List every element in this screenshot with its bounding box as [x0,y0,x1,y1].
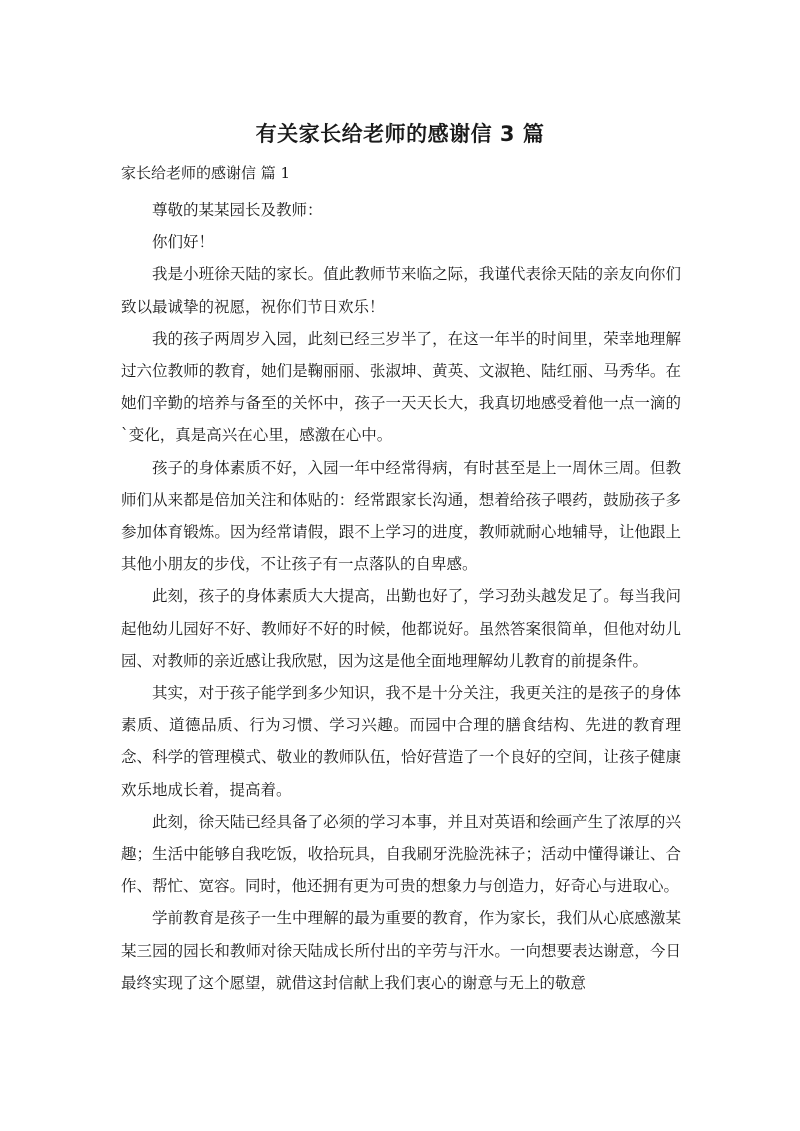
paragraph: 此刻，徐天陆已经具备了必须的学习本事，并且对英语和绘画产生了浓厚的兴趣；生活中能够自我吃饭，收拾玩具，自我刷牙洗脸洗袜子；活动中懂得谦让、合作、帮忙、宽容。同时，他还拥有更为可贵的想象力与创造力，好奇心与进取心。 [121,812,681,896]
greeting: 你们好！ [152,233,215,252]
paragraph: 此刻，孩子的身体素质大大提高，出勤也好了，学习劲头越发足了。每当我问起他幼儿园好不好、教师好不好的时候，他都说好。虽然答案很简单，但他对幼儿园、对教师的亲近感让我欣慰，因为这是他全面地理解幼儿教育的前提条件。 [121,587,681,670]
salutation: 尊敬的某某园长及教师： [152,201,323,219]
paragraph: 学前教育是孩子一生中理解的最为重要的教育，作为家长，我们从心底感激某某三园的园长和教师对徐天陆成长所付出的辛劳与汗水。一向想要表达谢意，今日最终实现了这个愿望，就借这封信献上我们衷心的谢意与无上的敬意 [121,909,681,992]
letter-body [121,194,681,999]
paragraph: 其实，对于孩子能学到多少知识，我不是十分关注，我更关注的是孩子的身体素质、道德品质、行为习惯、学习兴趣。而园中合理的膳食结构、先进的教育理念、科学的管理模式、敬业的教师队伍，恰好营造了一个良好的空间，让孩子健康欢乐地成长着，提高着。 [121,684,681,799]
paragraph: 孩子的身体素质不好，入园一年中经常得病，有时甚至是上一周休三周。但教师们从来都是倍加关注和体贴的：经常跟家长沟通，想着给孩子喂药，鼓励孩子多参加体育锻炼。因为经常请假，跟不上学习的进度，教师就耐心地辅导，让他跟上其他小朋友的步伐，不让孩子有一点落队的自卑感。 [121,458,681,574]
paragraph: 我的孩子两周岁入园，此刻已经三岁半了，在这一年半的时间里，荣幸地理解过六位教师的教育，她们是鞠丽丽、张淑坤、黄英、文淑艳、陆红丽、马秀华。在她们辛勤的培养与备至的关怀中，孩子一天天长大，我真切地感受着他一点一滴的`变化，真是高兴在心里，感激在心中。 [121,329,681,445]
paragraph: 我是小班徐天陆的家长。值此教师节来临之际，我谨代表徐天陆的亲友向你们致以最诚挚的祝愿，祝你们节日欢乐！ [121,265,681,316]
document-title: 有关家长给老师的感谢信 3 篇 [255,122,545,146]
section-heading: 家长给老师的感谢信 篇 1 [121,164,291,182]
